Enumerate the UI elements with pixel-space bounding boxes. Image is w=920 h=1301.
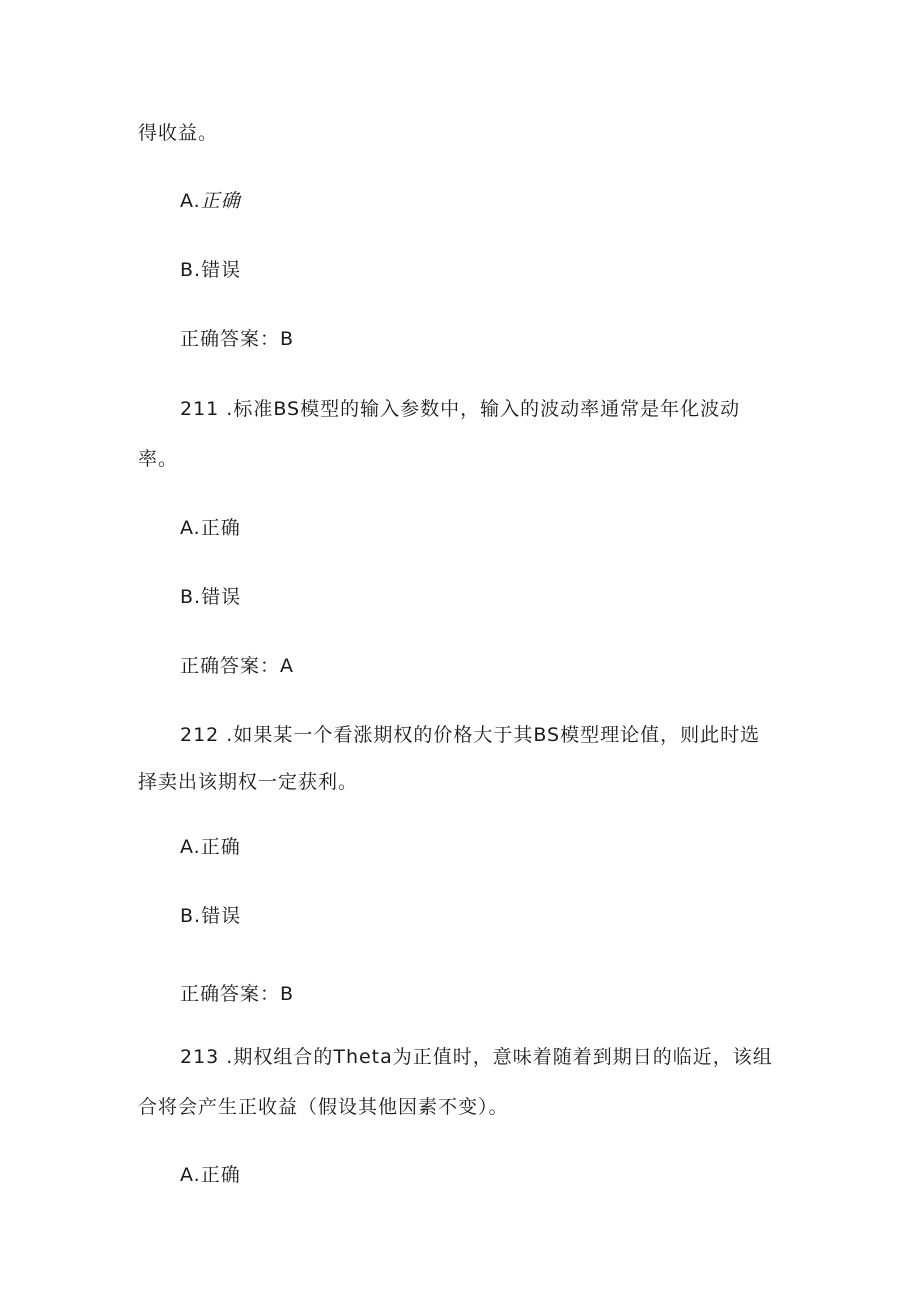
question-212-cont: 择卖出该期权一定获利。 bbox=[138, 771, 359, 793]
question-213: 213 .期权组合的Theta为正值时，意味着随着到期日的临近，该组 bbox=[180, 1046, 773, 1068]
option-a: A.正确 bbox=[180, 836, 241, 858]
option-text: 正确 bbox=[200, 190, 241, 212]
option-b: B.错误 bbox=[180, 259, 242, 281]
answer-line: 正确答案：A bbox=[180, 655, 294, 677]
option-a bbox=[180, 189, 241, 213]
question-212: 212 .如果某一个看涨期权的价格大于其BS模型理论值，则此时选 bbox=[180, 724, 761, 746]
option-label: A. bbox=[180, 190, 201, 212]
option-b: B.错误 bbox=[180, 586, 242, 608]
answer-line: 正确答案：B bbox=[180, 328, 295, 350]
question-213-cont: 合将会产生正收益（假设其他因素不变）。 bbox=[138, 1096, 509, 1118]
continuation-text: 得收益。 bbox=[138, 122, 219, 144]
option-a: A.正确 bbox=[180, 1164, 241, 1186]
answer-line: 正确答案：B bbox=[180, 983, 295, 1005]
option-b: B.错误 bbox=[180, 905, 242, 927]
question-211: 211 .标准BS模型的输入参数中，输入的波动率通常是年化波动 bbox=[180, 398, 741, 420]
question-211-cont: 率。 bbox=[138, 448, 179, 470]
option-a: A.正确 bbox=[180, 517, 241, 539]
